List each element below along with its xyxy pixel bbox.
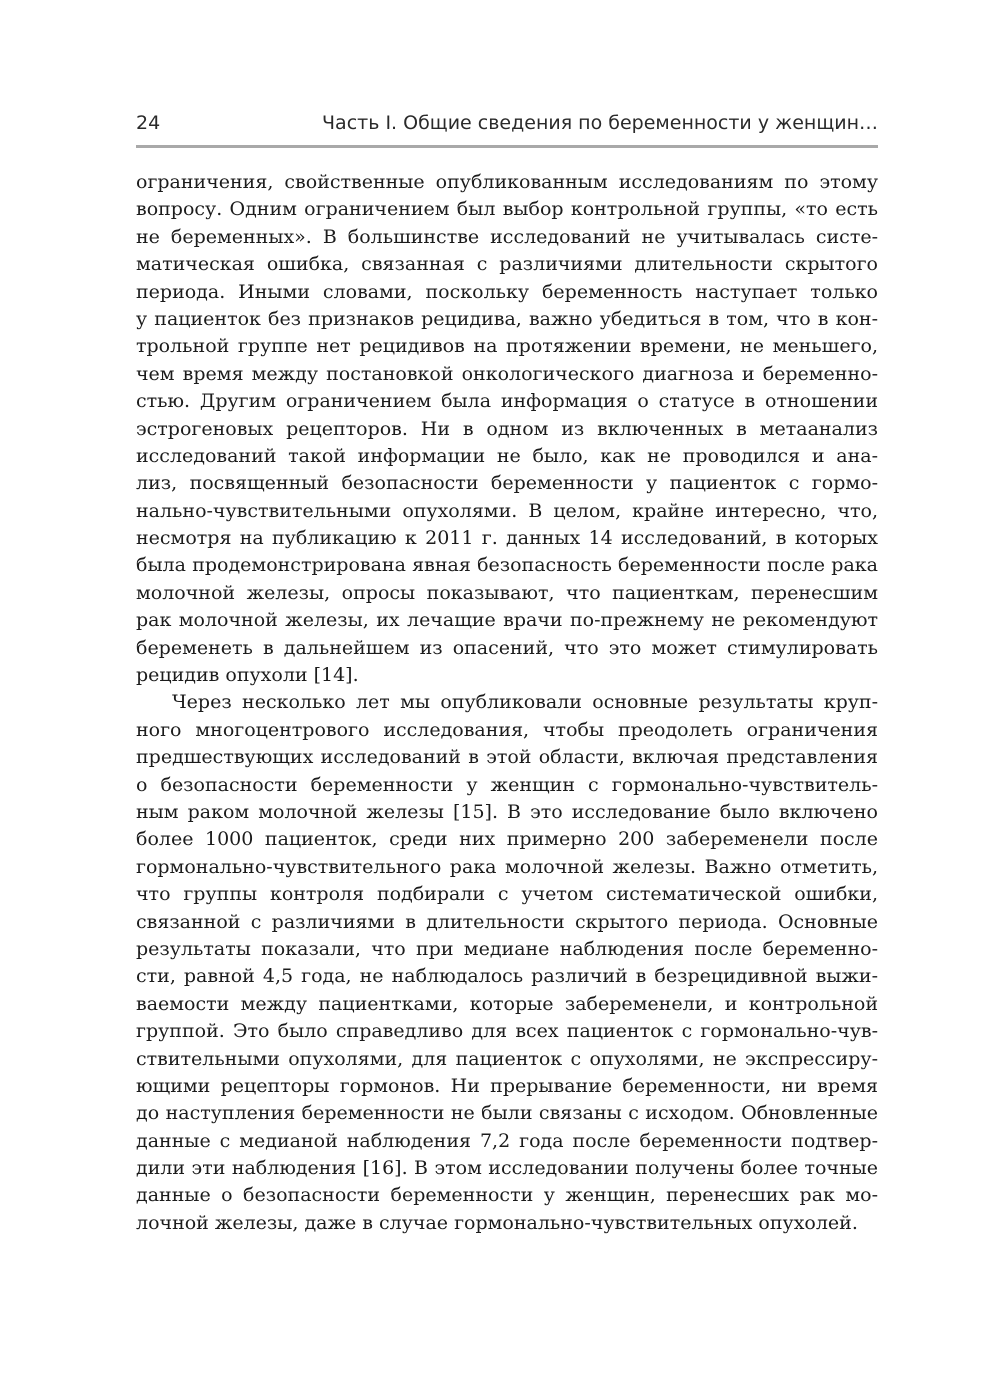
text-line: лиз, посвященный безопасности беременности у пациенток с гормо-	[136, 472, 878, 495]
text-line: беременеть в дальнейшем из опасений, что это может стимулировать	[136, 636, 878, 659]
text-line: несмотря на публикацию к 2011 г. данных 14 исследований, в которых	[136, 527, 878, 550]
text-line: ограничения, свойственные опубликованным исследованиям по этому	[136, 171, 878, 193]
text-line: лочной железы, даже в случае гормонально-чувствительных опухолей.	[136, 1211, 858, 1234]
text-line: ющими рецепторы гормонов. Ни прерывание беременности, ни время	[136, 1074, 878, 1097]
text-line: молочной железы, опросы показывают, что пациенткам, перенесшим	[136, 581, 878, 604]
text-line: не беременных». В большинстве исследований не учитывалась систе-	[136, 225, 878, 248]
text-line: о безопасности беременности у женщин с гормонально-чувствитель-	[136, 773, 878, 796]
text-line: рецидив опухоли [14].	[136, 664, 359, 687]
text-line: результаты показали, что при медиане наблюдения после беременно-	[136, 937, 878, 960]
text-line: рак молочной железы, их лечащие врачи по-прежнему не рекомендуют	[136, 609, 878, 632]
text-line: связанной с различиями в длительности скрытого периода. Основные	[136, 910, 878, 933]
text-line: эстрогеновых рецепторов. Ни в одном из включенных в метаанализ	[136, 417, 878, 440]
text-line: гормонально-чувствительного рака молочной железы. Важно отметить,	[136, 855, 878, 878]
text-line: сти, равной 4,5 года, не наблюдалось различий в безрецидивной выжи-	[136, 965, 878, 988]
text-line: нально-чувствительными опухолями. В целом, крайне интересно, что,	[136, 499, 878, 522]
text-line: предшествующих исследований в этой области, включая представления	[136, 746, 878, 769]
text-line: группой. Это было справедливо для всех пациенток с гормонально-чув-	[136, 1020, 878, 1043]
text-line: до наступления беременности не были связаны с исходом. Обновленные	[136, 1102, 878, 1125]
running-header	[136, 112, 878, 142]
text-line: ствительными опухолями, для пациенток с опухолями, не экспрессиру-	[136, 1047, 878, 1070]
text-line: ного многоцентрового исследования, чтобы преодолеть ограничения	[136, 718, 878, 741]
text-line: вопросу. Одним ограничением был выбор контрольной группы, «то есть	[136, 198, 878, 221]
text-line: данные с медианой наблюдения 7,2 года после беременности подтвер-	[136, 1129, 878, 1152]
text-line: что группы контроля подбирали с учетом систематической ошибки,	[136, 883, 878, 906]
paragraph-2	[136, 689, 878, 1237]
text-line: трольной группе нет рецидивов на протяжении времени, не меньшего,	[136, 335, 878, 358]
text-line: у пациенток без признаков рецидива, важно убедиться в том, что в кон-	[136, 307, 878, 330]
running-title: Часть I. Общие сведения по беременности у женщин…	[322, 112, 878, 134]
header-divider	[136, 145, 878, 148]
text-line: данные о безопасности беременности у женщин, перенесших рак мо-	[136, 1184, 878, 1207]
body-text	[136, 169, 878, 1237]
page-number: 24	[136, 112, 161, 134]
text-line: матическая ошибка, связанная с различиями длительности скрытого	[136, 253, 878, 276]
text-line: Через несколько лет мы опубликовали основные результаты круп-	[172, 691, 878, 714]
text-line: стью. Другим ограничением была информация о статусе в отношении	[136, 390, 878, 413]
text-line: чем время между постановкой онкологического диагноза и беременно-	[136, 362, 878, 385]
text-line: более 1000 пациенток, среди них примерно 200 забеременели после	[136, 828, 878, 851]
text-line: была продемонстрирована явная безопасность беременности после рака	[136, 554, 878, 577]
text-line: ным раком молочной железы [15]. В это исследование было включено	[136, 800, 878, 823]
text-line: исследований такой информации не было, как не проводился и ана-	[136, 444, 878, 467]
text-line: дили эти наблюдения [16]. В этом исследовании получены более точные	[136, 1157, 878, 1180]
text-line: ваемости между пациентками, которые забеременели, и контрольной	[136, 992, 878, 1015]
text-line: периода. Иными словами, поскольку беременность наступает только	[136, 280, 878, 303]
paragraph-1	[136, 169, 878, 689]
